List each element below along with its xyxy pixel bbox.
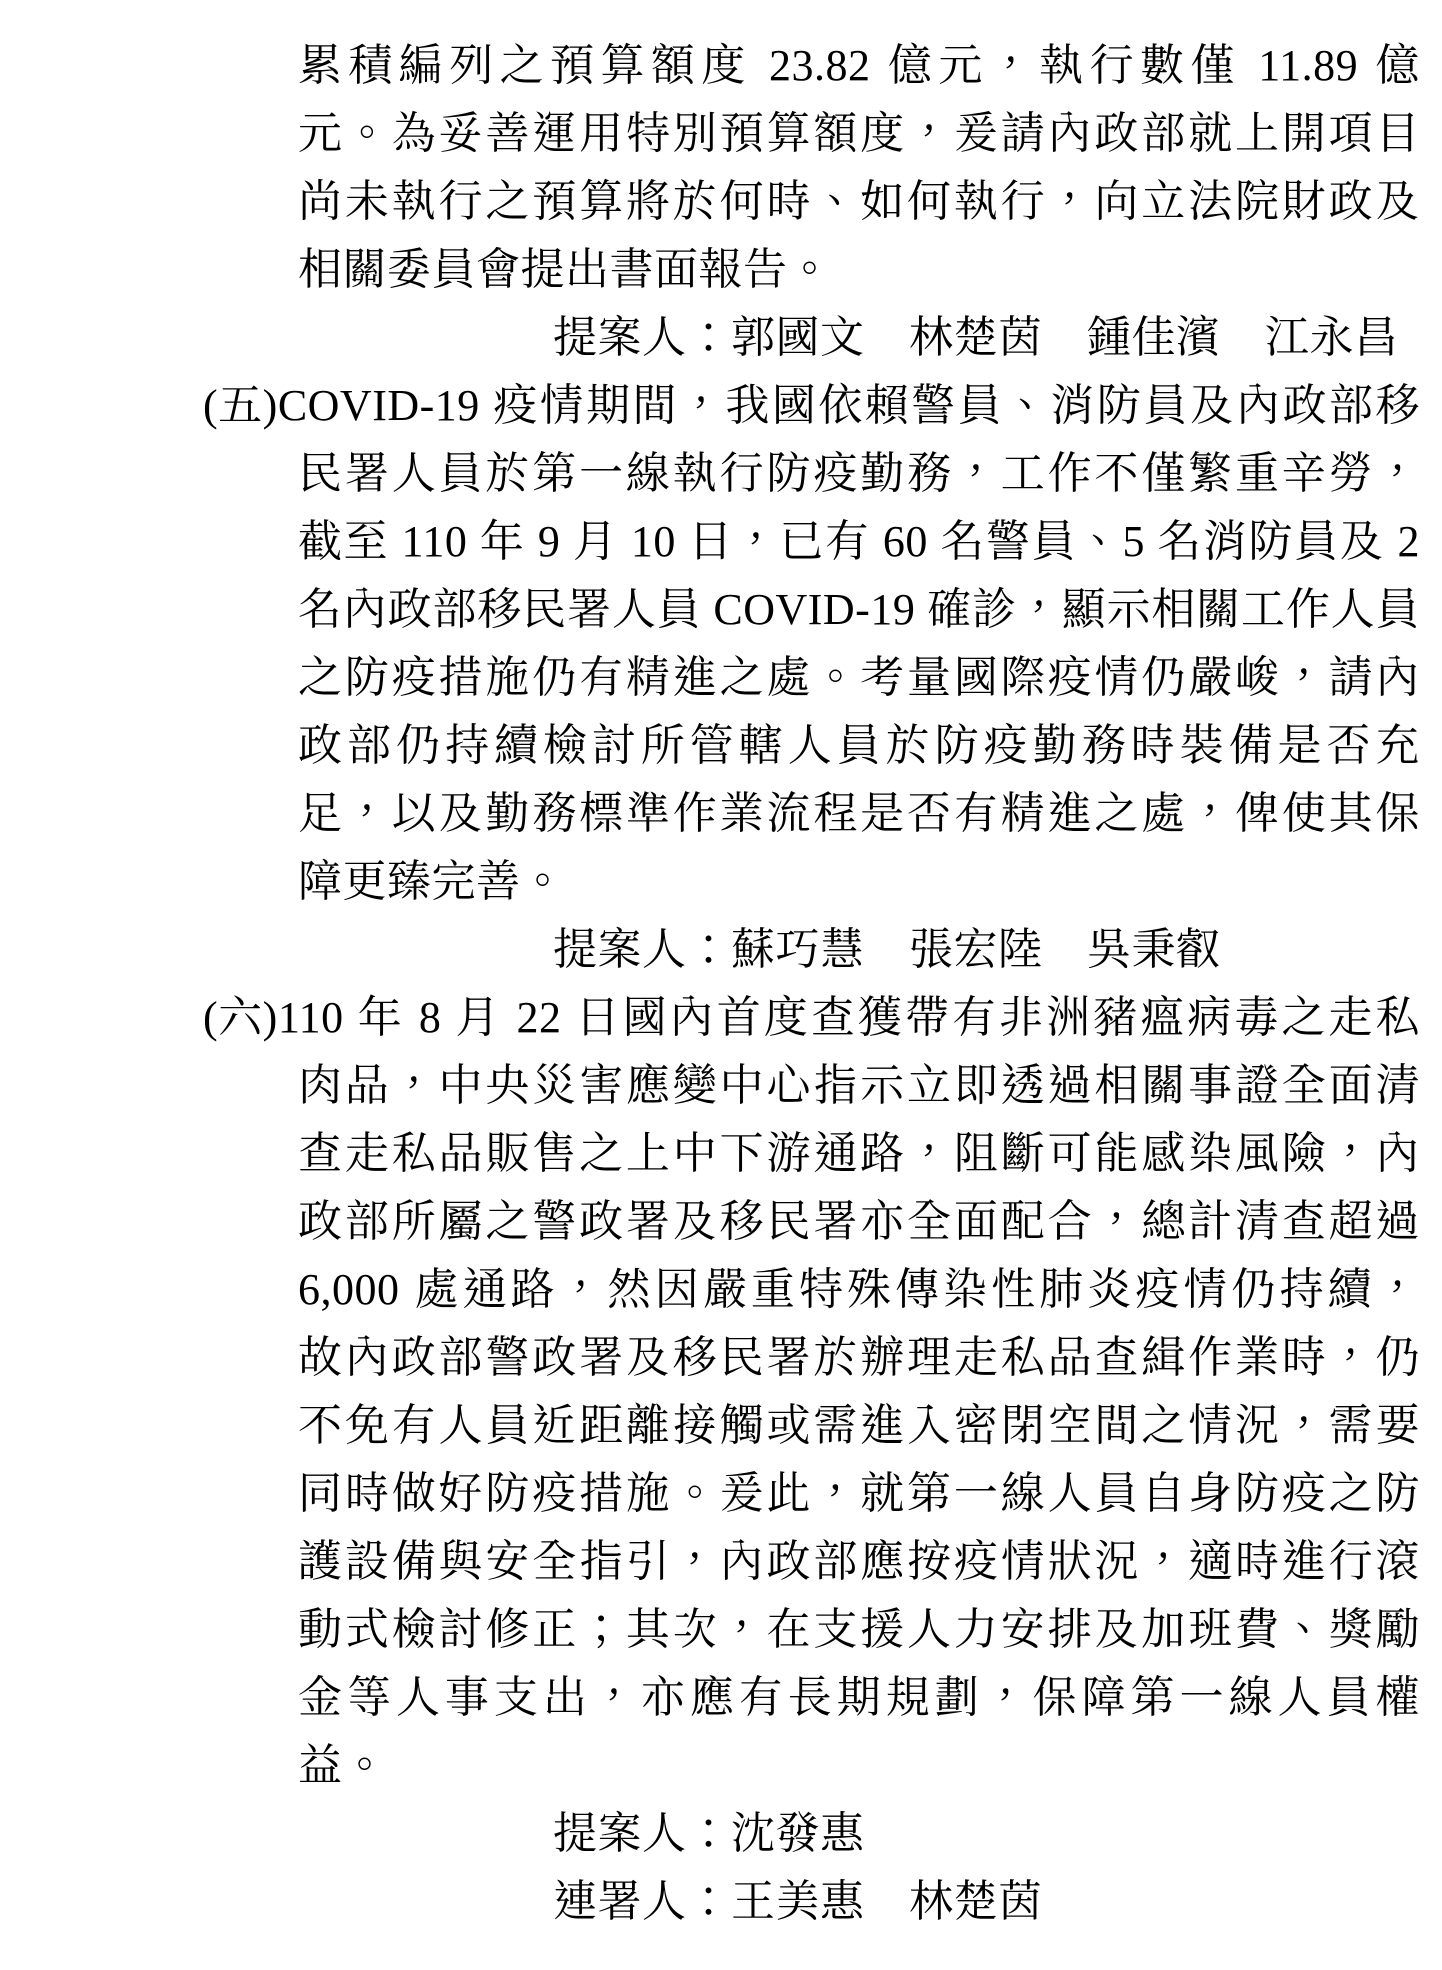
list-item-marker: (五) — [203, 381, 278, 430]
text-line — [298, 32, 1420, 100]
text-line — [298, 780, 1420, 848]
line-text: 政部仍持續檢討所管轄人員於防疫勤務時裝備是否充 — [298, 721, 1420, 770]
text-line — [298, 712, 1420, 780]
text-line — [298, 1324, 1420, 1392]
text-line — [298, 644, 1420, 712]
line-text: 政部所屬之警政署及移民署亦全面配合，總計清查超過 — [298, 1197, 1420, 1246]
line-text: 肉品，中央災害應變中心指示立即透過相關事證全面清 — [298, 1061, 1420, 1110]
line-text: 提案人：沈發惠 — [553, 1809, 865, 1858]
text-line — [298, 236, 1420, 304]
line-text: 連署人：王美惠 林楚茵 — [553, 1877, 1043, 1926]
line-text: 元。為妥善運用特別預算額度，爰請內政部就上開項目 — [298, 109, 1420, 158]
line-text: 民署人員於第一線執行防疫勤務，工作不僅繁重辛勞， — [298, 449, 1420, 498]
proposer-line — [553, 1800, 1420, 1868]
text-line — [298, 1664, 1420, 1732]
line-text: 護設備與安全指引，內政部應按疫情狀況，適時進行滾 — [298, 1537, 1420, 1586]
text-line — [298, 440, 1420, 508]
proposer-line — [553, 304, 1420, 372]
line-text: 障更臻完善。 — [298, 857, 565, 906]
document-content — [0, 32, 1442, 1936]
text-line — [298, 1460, 1420, 1528]
line-text: 金等人事支出，亦應有長期規劃，保障第一線人員權 — [298, 1673, 1420, 1722]
text-line — [298, 1120, 1420, 1188]
line-text: 相關委員會提出書面報告。 — [298, 245, 832, 294]
line-text: COVID-19 疫情期間，我國依賴警員、消防員及內政部移 — [277, 381, 1420, 430]
list-item-first-line — [203, 984, 1420, 1052]
line-text: 提案人：郭國文 林楚茵 鍾佳濱 江永昌 — [553, 313, 1399, 362]
line-text: 尚未執行之預算將於何時、如何執行，向立法院財政及 — [298, 177, 1420, 226]
text-line — [298, 1188, 1420, 1256]
line-text: 名內政部移民署人員 COVID-19 確診，顯示相關工作人員 — [298, 585, 1420, 634]
text-line — [298, 1528, 1420, 1596]
line-text: 累積編列之預算額度 23.82 億元，執行數僅 11.89 億 — [298, 41, 1420, 90]
text-line — [298, 1052, 1420, 1120]
line-text: 不免有人員近距離接觸或需進入密閉空間之情況，需要 — [298, 1401, 1420, 1450]
text-line — [298, 100, 1420, 168]
line-text: 故內政部警政署及移民署於辦理走私品查緝作業時，仍 — [298, 1333, 1420, 1382]
text-line — [298, 576, 1420, 644]
text-line — [298, 1596, 1420, 1664]
list-item-marker: (六) — [203, 993, 278, 1042]
text-line — [298, 1256, 1420, 1324]
text-line — [298, 848, 1420, 916]
text-line — [298, 508, 1420, 576]
line-text: 截至 110 年 9 月 10 日，已有 60 名警員、5 名消防員及 2 — [298, 517, 1420, 566]
line-text: 查走私品販售之上中下游通路，阻斷可能感染風險，內 — [298, 1129, 1420, 1178]
line-text: 足，以及勤務標準作業流程是否有精進之處，俾使其保 — [298, 789, 1420, 838]
line-text: 益。 — [298, 1741, 387, 1790]
text-line — [298, 168, 1420, 236]
line-text: 提案人：蘇巧慧 張宏陸 吳秉叡 — [553, 925, 1221, 974]
text-line — [298, 1392, 1420, 1460]
text-line — [298, 1732, 1420, 1800]
proposer-line — [553, 916, 1420, 984]
line-text: 之防疫措施仍有精進之處。考量國際疫情仍嚴峻，請內 — [298, 653, 1420, 702]
list-item-first-line — [203, 372, 1420, 440]
proposer-line — [553, 1868, 1420, 1936]
line-text: 同時做好防疫措施。爰此，就第一線人員自身防疫之防 — [298, 1469, 1420, 1518]
line-text: 動式檢討修正；其次，在支援人力安排及加班費、獎勵 — [298, 1605, 1420, 1654]
line-text: 6,000 處通路，然因嚴重特殊傳染性肺炎疫情仍持續， — [298, 1265, 1420, 1314]
line-text: 110 年 8 月 22 日國內首度查獲帶有非洲豬瘟病毒之走私 — [277, 993, 1420, 1042]
